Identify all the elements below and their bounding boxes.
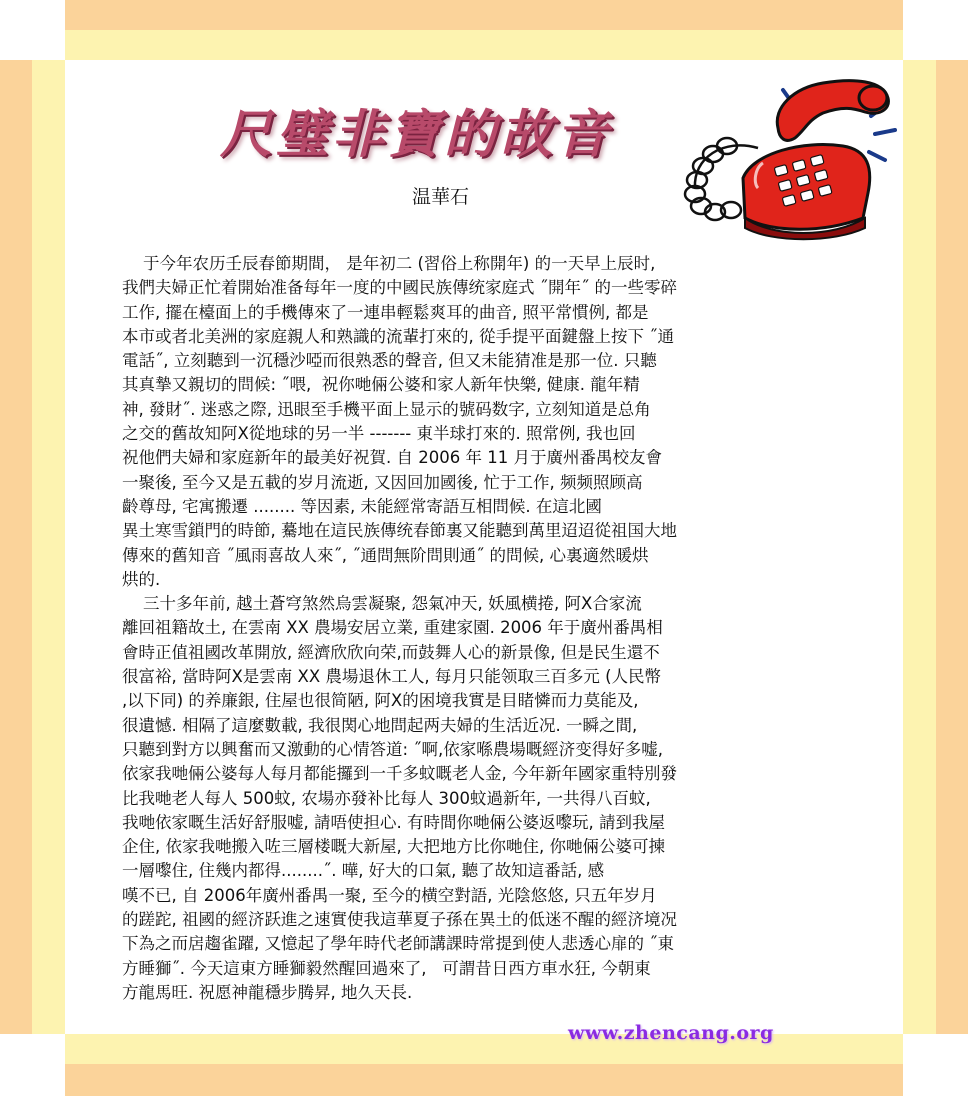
frame-bottom-orange bbox=[65, 1064, 903, 1096]
text-line: 依家我哋倆公婆每人每月都能攞到一千多蚊嘅老人金, 今年新年國家重特別發 bbox=[122, 764, 677, 784]
text-line: 一層嚟住, 住幾内都得........˝. 嘩, 好大的口氣, 聽了故知這番話, 感 bbox=[122, 861, 605, 881]
frame-top-orange bbox=[65, 0, 903, 30]
article-body bbox=[122, 252, 840, 1005]
frame-bottom-yellow bbox=[65, 1034, 903, 1064]
text-line: 我哋依家嘅生活好舒服嘘, 請唔使担心. 有時間你哋倆公婆返嚟玩, 請到我屋 bbox=[122, 812, 665, 832]
text-line: 只聽到對方以興奮而又激動的心情答道: ˝啊,依家喺農場嘅經济变得好多嘘, bbox=[122, 739, 664, 759]
text-line: 齡尊母, 宅寓搬遷 ........ 等因素, 未能經常寄語互相問候. 在這北國 bbox=[122, 496, 602, 516]
text-line: 三十多年前, 越土蒼穹煞然烏雲凝聚, 怨氣冲天, 妖風横捲, 阿X合家流 bbox=[122, 594, 642, 614]
text-line: 企住, 依家我哋搬入咗三層楼嘅大新屋, 大把地方比你哋住, 你哋倆公婆可揀 bbox=[122, 837, 665, 857]
footer-website-link[interactable]: www.zhencang.org bbox=[568, 1022, 774, 1044]
paragraph-1 bbox=[122, 252, 840, 592]
text-line: 之交的舊故知阿X從地球的另一半 ------- 東半球打來的. 照常例, 我也回 bbox=[122, 424, 636, 444]
frame-right-orange bbox=[936, 60, 968, 1034]
text-line: 方龍馬旺. 祝愿神龍穩步腾昇, 地久天長. bbox=[122, 982, 413, 1002]
text-line: ,以下同) 的养廉銀, 住屋也很简陋, 阿X的困境我實是目睹憐而力莫能及, bbox=[122, 691, 639, 711]
text-line: 工作, 擺在檯面上的手機傳來了一連串輕鬆爽耳的曲音, 照平常慣例, 都是 bbox=[122, 302, 649, 322]
article-author: 温華石 bbox=[412, 186, 470, 208]
text-line: 我們夫婦正忙着開始准备每年一度的中國民族傳统家庭式 ˝開年˝ 的一些零碎 bbox=[122, 278, 677, 298]
text-line: 方睡獅˝. 今天這東方睡獅毅然醒回過來了, 可謂昔日西方車水狂, 今朝東 bbox=[122, 958, 651, 978]
text-line: 的蹉跎, 祖國的經济跃進之速實使我這華夏子孫在異土的低迷不醒的經济境况 bbox=[122, 910, 677, 930]
text-line: 祝他們夫婦和家庭新年的最美好祝賀. 自 2006 年 11 月于廣州番禺校友會 bbox=[122, 448, 662, 468]
text-line: 異土寒雪鎖門的時節, 驀地在這民族傳统春節裏又能聽到萬里迢迢從祖国大地 bbox=[122, 521, 677, 541]
text-line: 很富裕, 當時阿X是雲南 XX 農場退休工人, 每月只能领取三百多元 (人民幣 bbox=[122, 667, 662, 687]
text-line: 于今年农历壬辰春節期間， 是年初二 (習俗上称開年) 的一天早上辰时, bbox=[122, 254, 656, 273]
frame-right-yellow bbox=[903, 60, 936, 1034]
frame-left-yellow bbox=[32, 60, 65, 1034]
text-line: 電話˝, 立刻聽到一沉穩沙啞而很熟悉的聲音, 但又未能猜准是那一位. 只聽 bbox=[122, 351, 657, 371]
text-line: 其真摯又親切的問候: ˝喂, 祝你哋倆公婆和家人新年快樂, 健康. 龍年精 bbox=[122, 375, 640, 395]
text-line: 離回祖籍故土, 在雲南 XX 農場安居立業, 重建家園. 2006 年于廣州番禺相 bbox=[122, 618, 663, 638]
text-line: 會時正值祖國改革開放, 經濟欣欣向荣,而鼓舞人心的新景像, 但是民生還不 bbox=[122, 642, 660, 662]
text-line: 傳來的舊知音 ˝風雨喜故人來˝, ˝通問無阶問則通˝ 的問候, 心裏適然暖烘 bbox=[122, 545, 649, 565]
frame-left-orange bbox=[0, 60, 32, 1034]
text-line: 下為之而扂趨雀躍, 又憶起了學年時代老師講課時常提到使人悲透心扉的 ˝東 bbox=[122, 934, 674, 954]
text-line: 很遺憾. 相隔了這麼數載, 我很関心地問起两夫婦的生活近况. 一瞬之間, bbox=[122, 715, 638, 735]
article-title: 尺璧非寶的故音 bbox=[220, 104, 613, 165]
text-line: 烘的. bbox=[122, 569, 161, 589]
text-line: 嘆不已, 自 2006年廣州番禺一聚, 至今的横空對語, 光陰悠悠, 只五年岁月 bbox=[122, 885, 657, 905]
frame-top-yellow bbox=[65, 30, 903, 60]
text-line: 一聚後, 至今又是五載的岁月流逝, 又因回加國後, 忙于工作, 频频照顾高 bbox=[122, 472, 643, 492]
paragraph-2 bbox=[122, 592, 840, 1005]
telephone-illustration-icon bbox=[683, 68, 898, 243]
text-line: 神, 發財˝. 迷惑之際, 迅眼至手機平面上显示的號码数字, 立刻知道是总角 bbox=[122, 399, 651, 419]
text-line: 本市或者北美洲的家庭親人和熟識的流輩打來的, 從手提平面鍵盤上按下 ˝通 bbox=[122, 326, 674, 346]
text-line: 比我哋老人每人 500蚊, 农場亦發补比每人 300蚊過新年, 一共得八百蚊, bbox=[122, 788, 651, 808]
